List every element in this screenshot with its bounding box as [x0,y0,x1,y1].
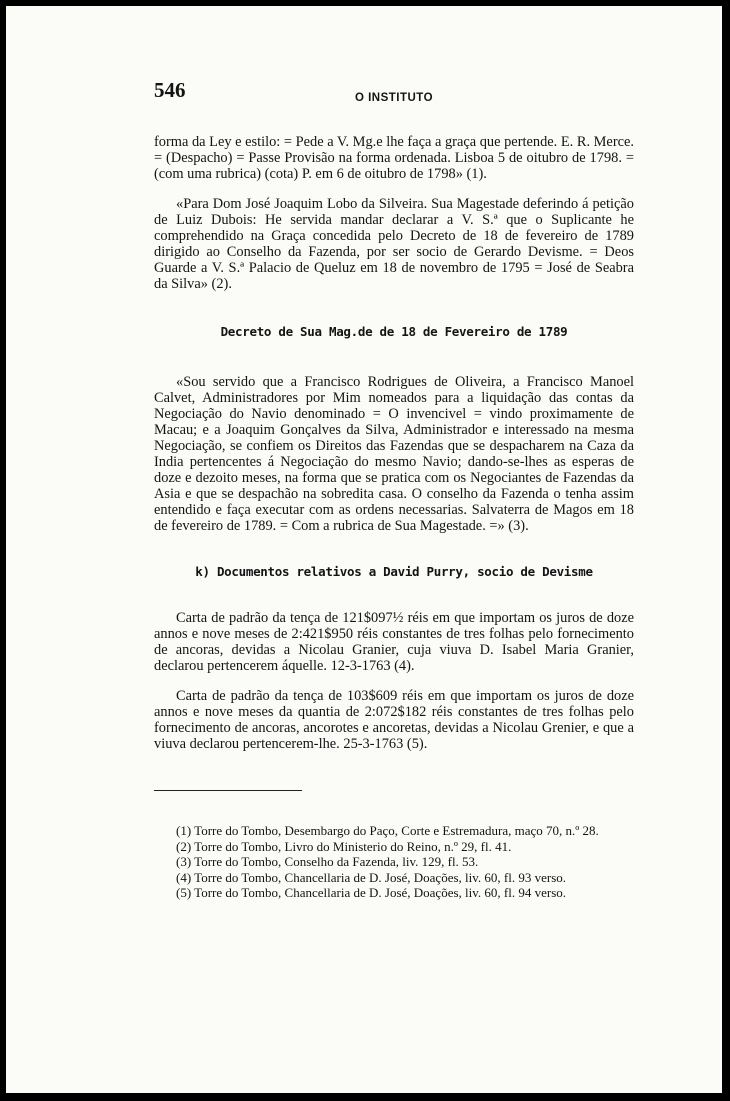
paragraph-dubois-letter: «Para Dom José Joaquim Lobo da Silveira. Sua Magestade deferindo á petição de Luiz Dubois: He servida mandar declarar a V. S.ª que o Suplicante he comprehendido na Graça concedida pelo Decreto de 18 de fevereiro de 1789 dirigido ao Conselho da Fazenda, por ser socio de Gerardo Devisme. = Deos Guarde a V. S.ª Palacio de Queluz em 18 de novembro de 1795 = José de Seabra da Silva» (2). [154,196,634,292]
decree-text: «Sou servido que a Francisco Rodrigues de Oliveira, a Francisco Manoel Calvet, Administradores por Mim nomeados para a liquidação das contas da Negociação do Navio denominado = O invencivel = vindo proximamente de Macau; e a Joaquim Gonçalves da Silva, Administrador e interessado na mesma Negociação, se confiem os Direitos das Fazendas que se despacharem na Caza da India pertencentes á Negociação do mesmo Navio; dando-se-lhes as esperas de doze e dezoito meses, na forma que se pratica com os Negociantes de Fazendas da Asia e que se despachão na sobredita casa. O conselho da Fazenda o tenha assim entendido e faça executar com as ordens necessarias. Salvaterra de Magos em 18 de fevereiro de 1789. = Com a rubrica de Sua Magestade. =» (3). [154,374,634,534]
footnote-5: (5) Torre do Tombo, Chancellaria de D. José, Doações, liv. 60, fl. 94 verso. [176,885,567,900]
footnote-divider [154,790,302,791]
running-header [154,78,634,114]
section-heading: k) Documentos relativos a David Purry, socio de Devisme [195,564,593,579]
running-title: O INSTITUTO [354,92,434,104]
page-content [154,78,634,901]
footnote-2: (2) Torre do Tombo, Livro do Ministerio do Reino, n.º 29, fl. 41. [176,838,512,854]
footnotes [154,823,634,901]
decree-heading: Decreto de Sua Mag.de de 18 de Fevereiro de 1789 [220,324,568,339]
paragraph-carta-2: Carta de padrão da tença de 103$609 réis em que importam os juros de doze annos e nove meses da quantia de 2:072$182 réis constantes de tres folhas pelo fornecimento de ancoras, ancorotes e ancoretas, devidas a Nicolau Grenier, e que a viuva declarou pertencerem-lhe. 25-3-1763 (5). [154,688,634,752]
page-number: 546 [154,78,186,102]
footnote-3: (3) Torre do Tombo, Conselho da Fazenda, liv. 129, fl. 53. [176,854,479,869]
paragraph-petition-end: forma da Ley e estilo: = Pede a V. Mg.e lhe faça a graça que pertende. E. R. Merce. = (Despacho) = Passe Provisão na forma ordenada. Lisboa 5 de oitubro de 1798. = (com uma rubrica) (cota) P. em 6 de oitubro de 1798» (1). [154,134,634,182]
paragraph-carta-1: Carta de padrão da tença de 121$097½ réis em que importam os juros de doze annos e nove meses de 2:421$950 réis constantes de tres folhas pelo fornecimento de ancoras, devidas a Nicolau Granier, cuja viuva D. Isabel Maria Granier, declarou pertencerem áquelle. 12-3-1763 (4). [154,610,634,674]
footnote-4: (4) Torre do Tombo, Chancellaria de D. José, Doações, liv. 60, fl. 93 verso. [176,869,567,885]
footnote-1: (1) Torre do Tombo, Desembargo do Paço, Corte e Estremadura, maço 70, n.º 28. [176,823,599,838]
